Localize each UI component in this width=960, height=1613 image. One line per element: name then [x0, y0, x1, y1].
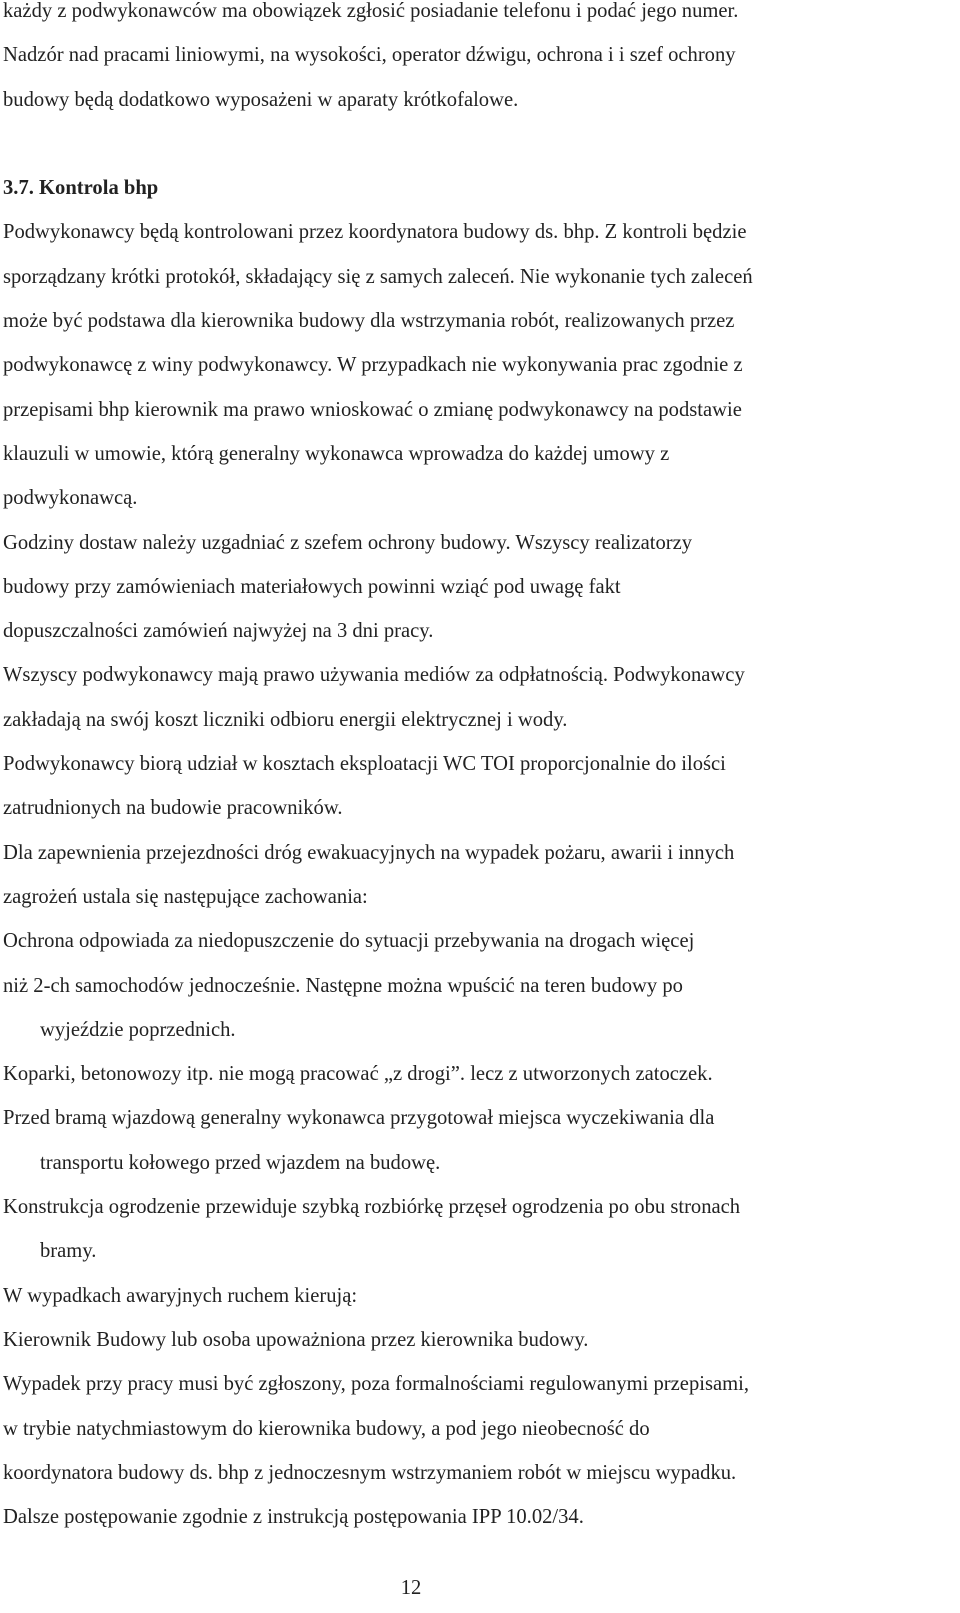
- text-line: w trybie natychmiastowym do kierownika budowy, a pod jego nieobecność do: [3, 1417, 650, 1440]
- paragraph-spacer: [3, 122, 938, 166]
- text-line: Wszyscy podwykonawcy mają prawo używania mediów za odpłatnością. Podwykonawcy: [3, 664, 745, 687]
- text-line: budowy będą dodatkowo wyposażeni w aparaty krótkofalowe.: [3, 88, 519, 111]
- text-line-indented: bramy.: [40, 1240, 97, 1263]
- text-line: podwykonawcą.: [3, 487, 138, 510]
- text-line: budowy przy zamówieniach materiałowych powinni wziąć pod uwagę fakt: [3, 575, 621, 598]
- text-line: W wypadkach awaryjnych ruchem kierują:: [3, 1284, 358, 1307]
- text-line: dopuszczalności zamówień najwyżej na 3 dni pracy.: [3, 620, 434, 643]
- text-line: Kierownik Budowy lub osoba upoważniona przez kierownika budowy.: [3, 1328, 589, 1351]
- text-line: Koparki, betonowozy itp. nie mogą pracować „z drogi”. lecz z utworzonych zatoczek.: [3, 1063, 713, 1086]
- text-line: niż 2-ch samochodów jednocześnie. Następne można wpuścić na teren budowy po: [3, 974, 683, 997]
- text-line: Wypadek przy pracy musi być zgłoszony, poza formalnościami regulowanymi przepisami,: [3, 1373, 749, 1396]
- text-line: Dalsze postępowanie zgodnie z instrukcją postępowania IPP 10.02/34.: [3, 1506, 584, 1529]
- text-line-indented: transportu kołowego przed wjazdem na budowę.: [40, 1151, 441, 1174]
- text-line: zakładają na swój koszt liczniki odbioru energii elektrycznej i wody.: [3, 708, 568, 731]
- text-line: zagrożeń ustala się następujące zachowania:: [3, 885, 368, 908]
- text-line-indented: wyjeździe poprzednich.: [40, 1018, 236, 1041]
- text-line: koordynatora budowy ds. bhp z jednoczesnym wstrzymaniem robót w miejscu wypadku.: [3, 1461, 737, 1484]
- page-number: 12: [400, 1577, 422, 1599]
- text-line: podwykonawcę z winy podwykonawcy. W przypadkach nie wykonywania prac zgodnie z: [3, 354, 743, 377]
- text-line: Podwykonawcy biorą udział w kosztach eksploatacji WC TOI proporcjonalnie do ilości: [3, 753, 726, 776]
- text-line: zatrudnionych na budowie pracowników.: [3, 797, 343, 820]
- text-line: sporządzany krótki protokół, składający się z samych zaleceń. Nie wykonanie tych zaleceń: [3, 265, 753, 288]
- text-line: przepisami bhp kierownik ma prawo wnioskować o zmianę podwykonawcy na podstawie: [3, 398, 742, 421]
- text-line: Godziny dostaw należy uzgadniać z szefem ochrony budowy. Wszyscy realizatorzy: [3, 531, 693, 554]
- text-line: Przed bramą wjazdową generalny wykonawca przygotował miejsca wyczekiwania dla: [3, 1107, 715, 1130]
- document-page: [3, 0, 938, 1539]
- text-line: Nadzór nad pracami liniowymi, na wysokości, operator dźwigu, ochrona i i szef ochrony: [3, 44, 736, 67]
- text-line: Podwykonawcy będą kontrolowani przez koordynatora budowy ds. bhp. Z kontroli będzie: [3, 221, 747, 244]
- section-heading: 3.7. Kontrola bhp: [3, 177, 159, 200]
- document-body: [3, 0, 938, 1539]
- text-line: klauzuli w umowie, którą generalny wykonawca wprowadza do każdej umowy z: [3, 442, 670, 465]
- text-line: Ochrona odpowiada za niedopuszczenie do sytuacji przebywania na drogach więcej: [3, 930, 695, 953]
- text-line: Dla zapewnienia przejezdności dróg ewakuacyjnych na wypadek pożaru, awarii i innych: [3, 841, 735, 864]
- text-line: Konstrukcja ogrodzenie przewiduje szybką rozbiórkę przęseł ogrodzenia po obu stronach: [3, 1196, 741, 1219]
- text-line: może być podstawa dla kierownika budowy dla wstrzymania robót, realizowanych przez: [3, 310, 735, 333]
- text-line: każdy z podwykonawców ma obowiązek zgłosić posiadanie telefonu i podać jego numer.: [3, 0, 739, 22]
